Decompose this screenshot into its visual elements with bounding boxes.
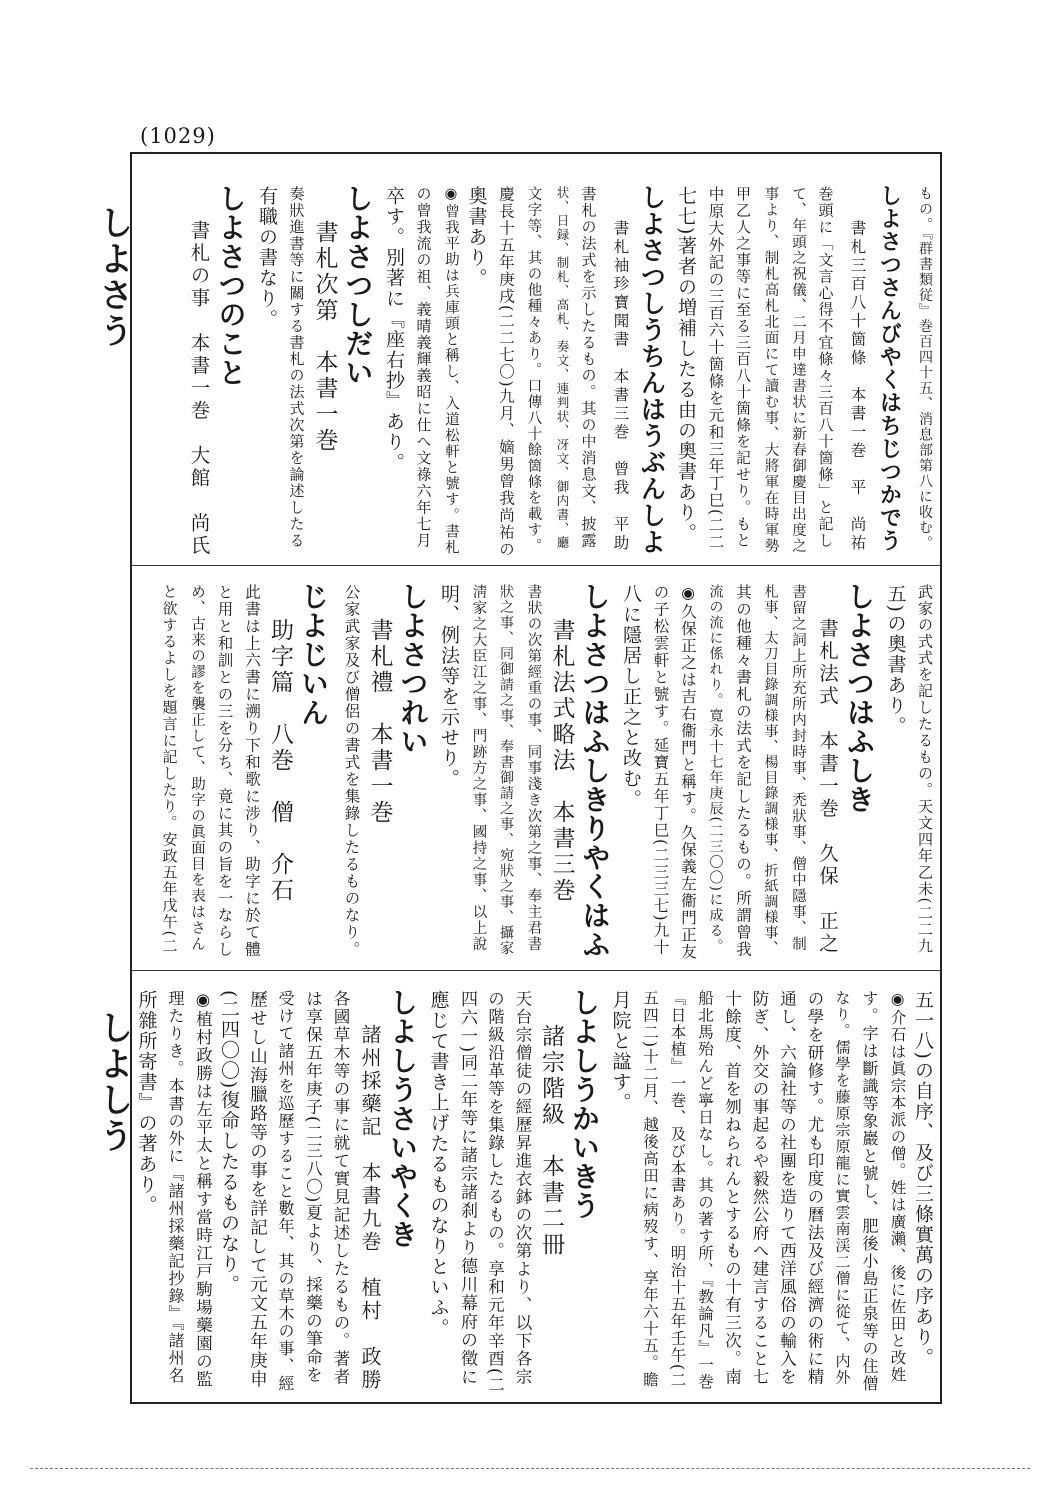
entry-title: 書札次第 本書一巻 [311, 220, 338, 454]
entry-text-column: なり。儒學を藤原宗原龍に實雲南渓二僧に從て、内外 [833, 990, 852, 1386]
entry-text-column: 淸家之大臣江之事、門跡方之事、國持之事、以上說 [470, 584, 487, 952]
entry-text-column: 所雜所寄書』の著あり。 [135, 990, 158, 1216]
bottom-rule [30, 1468, 1030, 1469]
entry-text-column: 八に隱居し正之と改む。 [620, 584, 642, 810]
entry-text-column: 書狀の次第經重の事、同事淺き次第之事、奉主君書 [525, 584, 542, 952]
entry-text-column: 十餘度、首を刎ねられんとするもの十有三次。南 [722, 990, 742, 1386]
entry-text-column: て、年頭之祝儀、二月申達書状に新春御慶目出度之 [790, 186, 806, 554]
entry-text-column: 應じて書き上げたるものなりといふ。 [427, 990, 450, 1339]
entry-text-column: と用と和訓との三を分ち、竟に其の旨を一ならし [215, 584, 234, 958]
entry-text-column: 書札の法式を示したるもの。其の中消息文、披露 [579, 186, 598, 549]
entry-text-column: 流の流に係れり。寛永十七年庚辰(二三〇〇)に成る。 [707, 584, 724, 955]
entry-text-column: 奧書あり。 [465, 186, 488, 289]
entry-text-column: 四六一)同二年等に諸宗諸刹より德川幕府の徵に [457, 990, 477, 1387]
entry-text-column: もの。『群書類従』巻百四十五、消息部第八に收む。 [917, 186, 933, 551]
entry-title: 諸宗階級 本書二冊 [538, 1024, 564, 1258]
entry-text-column: ◉久保正之は吉右衞門と稱す。久保義左衞門正友 [679, 584, 697, 961]
entry-text-column: 月院と諡す。 [609, 990, 632, 1113]
entry-text-column: は享保五年庚子(二三八〇)夏より、採藥の筆命を [303, 990, 323, 1384]
entry-text-column: 理たりき。本書の外に『諸州採藥記抄錄』『諸州名 [166, 990, 185, 1385]
entry-text-column: 卒す。別著に『座右抄』あり。 [383, 186, 405, 473]
entry-text-column: の子松雲軒と號す。延寶五年丁巳(二三三七)九十 [651, 584, 670, 957]
entry-title: 書札法式略法 本書三巻 [548, 618, 575, 904]
entry-heading: しよさつさんびやくはちじつかでう [876, 184, 903, 552]
entry-title: 書札法式 本書一巻 久保 正之 [816, 618, 839, 956]
entry-heading: しよさつのこと [214, 184, 248, 387]
entry-text-column: 有職の書なり。 [256, 186, 278, 330]
entry-text-column: 武家の式式を記したるもの。天文四年乙未(二二九 [916, 584, 934, 955]
entry-text-column: 五一八)の自序、及び三條實萬の序あり。 [912, 990, 934, 1368]
entry-title: 書札の事 本書一巻 大館 尚氏 [187, 220, 211, 558]
entry-text-column: 七七)著者の増補したる由の奧書あり。 [675, 186, 697, 544]
entry-text-column: 文字等、其の他種々あり。口傳八十餘箇條を載す。 [525, 186, 542, 554]
entry-text-column: 此書は上六書に溯り下和歌に涉り、助字に於て體 [243, 584, 261, 958]
entry-text-column: 通し、六論社等の社團を造りて西洋風俗の輸入を [777, 990, 797, 1386]
tier-divider-2 [130, 970, 942, 971]
entry-title: 書札袖珍寶聞書 本書三巻 曾我 平助 [611, 220, 630, 553]
entry-text-column: 船北馬殆んど寧日なし。其の著す所、『教論凡』一巻 [696, 990, 714, 1391]
entry-heading: しよしうかいきう [568, 988, 601, 1220]
entry-heading: しよしうさいやくき [386, 988, 419, 1249]
entry-heading: しよさつはふしきりやくはふ [578, 582, 612, 959]
entry-text-column: の階級沿革等を集錄したるもの。享和元年辛酉(二 [485, 990, 505, 1394]
entry-title: 書札禮 本書一巻 [366, 618, 393, 826]
entry-text-column: 事より、制札高札北面にて讀む事、大將軍在時軍勢 [762, 186, 779, 554]
entry-text-column: 受けて諸州を巡歷すること數年、其の草木の事、經 [276, 990, 295, 1393]
running-head-right: しよさう [93, 205, 133, 349]
entry-text-column: 五)の奧書あり。 [884, 584, 907, 737]
entry-text-column: 甲乙人之事等に至る三百八十箇條を記せり。もと [734, 186, 752, 549]
entry-text-column: 中原大外記の三百六十箇條を元和三年丁巳(二二 [706, 186, 725, 551]
entry-text-column: 奏狀進書等に關する書札の法式次第を論述したる [287, 186, 306, 549]
entry-text-column: の曾我流の祖、義晴義輝義昭に仕へ文祿六年七月 [414, 186, 433, 549]
page-number: (1029) [140, 124, 216, 148]
entry-heading: しよさつしだい [341, 184, 375, 387]
entry-text-column: 書留之詞上所充所内封時事、禿狀事、僧中隱事、制 [790, 584, 806, 952]
entry-text-column: 防ぎ、外交の事起るや毅然公府へ建言すること七 [750, 990, 769, 1386]
entry-text-column: 其の他種々書札の法式を記したるもの。所謂曾我 [734, 584, 752, 958]
entry-text-column: 歷せし山海臘路等の事を詳記して元文五年庚申 [247, 990, 268, 1389]
entry-text-column: 状、日録、制札、高札、奏文、連判状、冴文、御内書、廳 [555, 186, 570, 550]
tier-middle [0, 584, 1046, 960]
entry-heading: しよさつしうちんはうぶんしよ [636, 184, 667, 555]
entry-text-column: 公家武家及び僧侶の書式を集錄したるものなり。 [342, 584, 361, 958]
entry-text-column: の學を研修す。尤も印度の曆法及び經濟の術に精 [805, 990, 824, 1386]
tier-divider-1 [130, 565, 942, 566]
entry-text-column: と欲するよしを題言に記したり。安政五年戊午(二 [160, 584, 179, 955]
entry-text-column: 明、例法等を示せり。 [438, 584, 460, 789]
tier-top [0, 184, 1046, 559]
entry-title: 諸州採藥記 本書九巻 植村 政勝 [358, 1024, 382, 1392]
entry-heading: しよさつはふしき [843, 582, 876, 814]
entry-text-column: す。字は斷識等象巖と號し、肥後小島正泉等の住僧 [860, 990, 879, 1393]
running-head-left: しよしう [93, 1010, 133, 1154]
entry-heading: じよじいん [297, 582, 330, 727]
entry-text-column: 札事、太刀目錄調様事、楊目錄調様事、折紙調様事、 [762, 584, 779, 956]
entry-text-column: 慶長十五年庚戌(二二七〇)九月、嫡男曾我尚祐の [497, 186, 515, 559]
entry-text-column: 五四二)十二月、越後高田に病歿す、享年六十五。瞻 [641, 990, 659, 1389]
entry-text-column: 『日本植』一巻、及び本書あり。明治十五年壬午(二 [668, 990, 687, 1389]
entry-title: 書札三百八十箇條 本書一巻 平 尚祐 [848, 220, 867, 553]
entry-text-column: ◉曾我平助は兵庫頭と稱し、入道松軒と號す。書札 [443, 186, 459, 556]
entry-heading: しよさつれい [396, 582, 430, 756]
entry-text-column: 天台宗僧徒の經歷昇進衣鉢の次第より、以下各宗 [513, 990, 532, 1386]
entry-text-column: め、古来の謬を襲正して、助字の眞面目を表はさん [189, 584, 205, 952]
entry-text-column: 狀之事、同御請之事、奉書御請之事、宛狀之事、攝家 [498, 584, 514, 956]
entry-text-column: ◉植村政勝は左平太と稱す當時江戸駒場藥園の監 [193, 990, 213, 1389]
tier-bottom [0, 990, 1046, 1392]
entry-text-column: ◉介石は眞宗本派の僧。姓は廣瀨、後に佐田と改姓 [888, 990, 907, 1384]
entry-text-column: (二四〇〇)復命したるものなり。 [218, 990, 240, 1295]
entry-text-column: 各國草木等の事に就て實見記述したるもの。著者 [331, 990, 350, 1386]
entry-text-column: 巻頭に「文言心得不宜條々三百八十箇條」と記し [816, 186, 835, 549]
entry-title: 助字篇 八巻 僧 介石 [267, 618, 293, 904]
